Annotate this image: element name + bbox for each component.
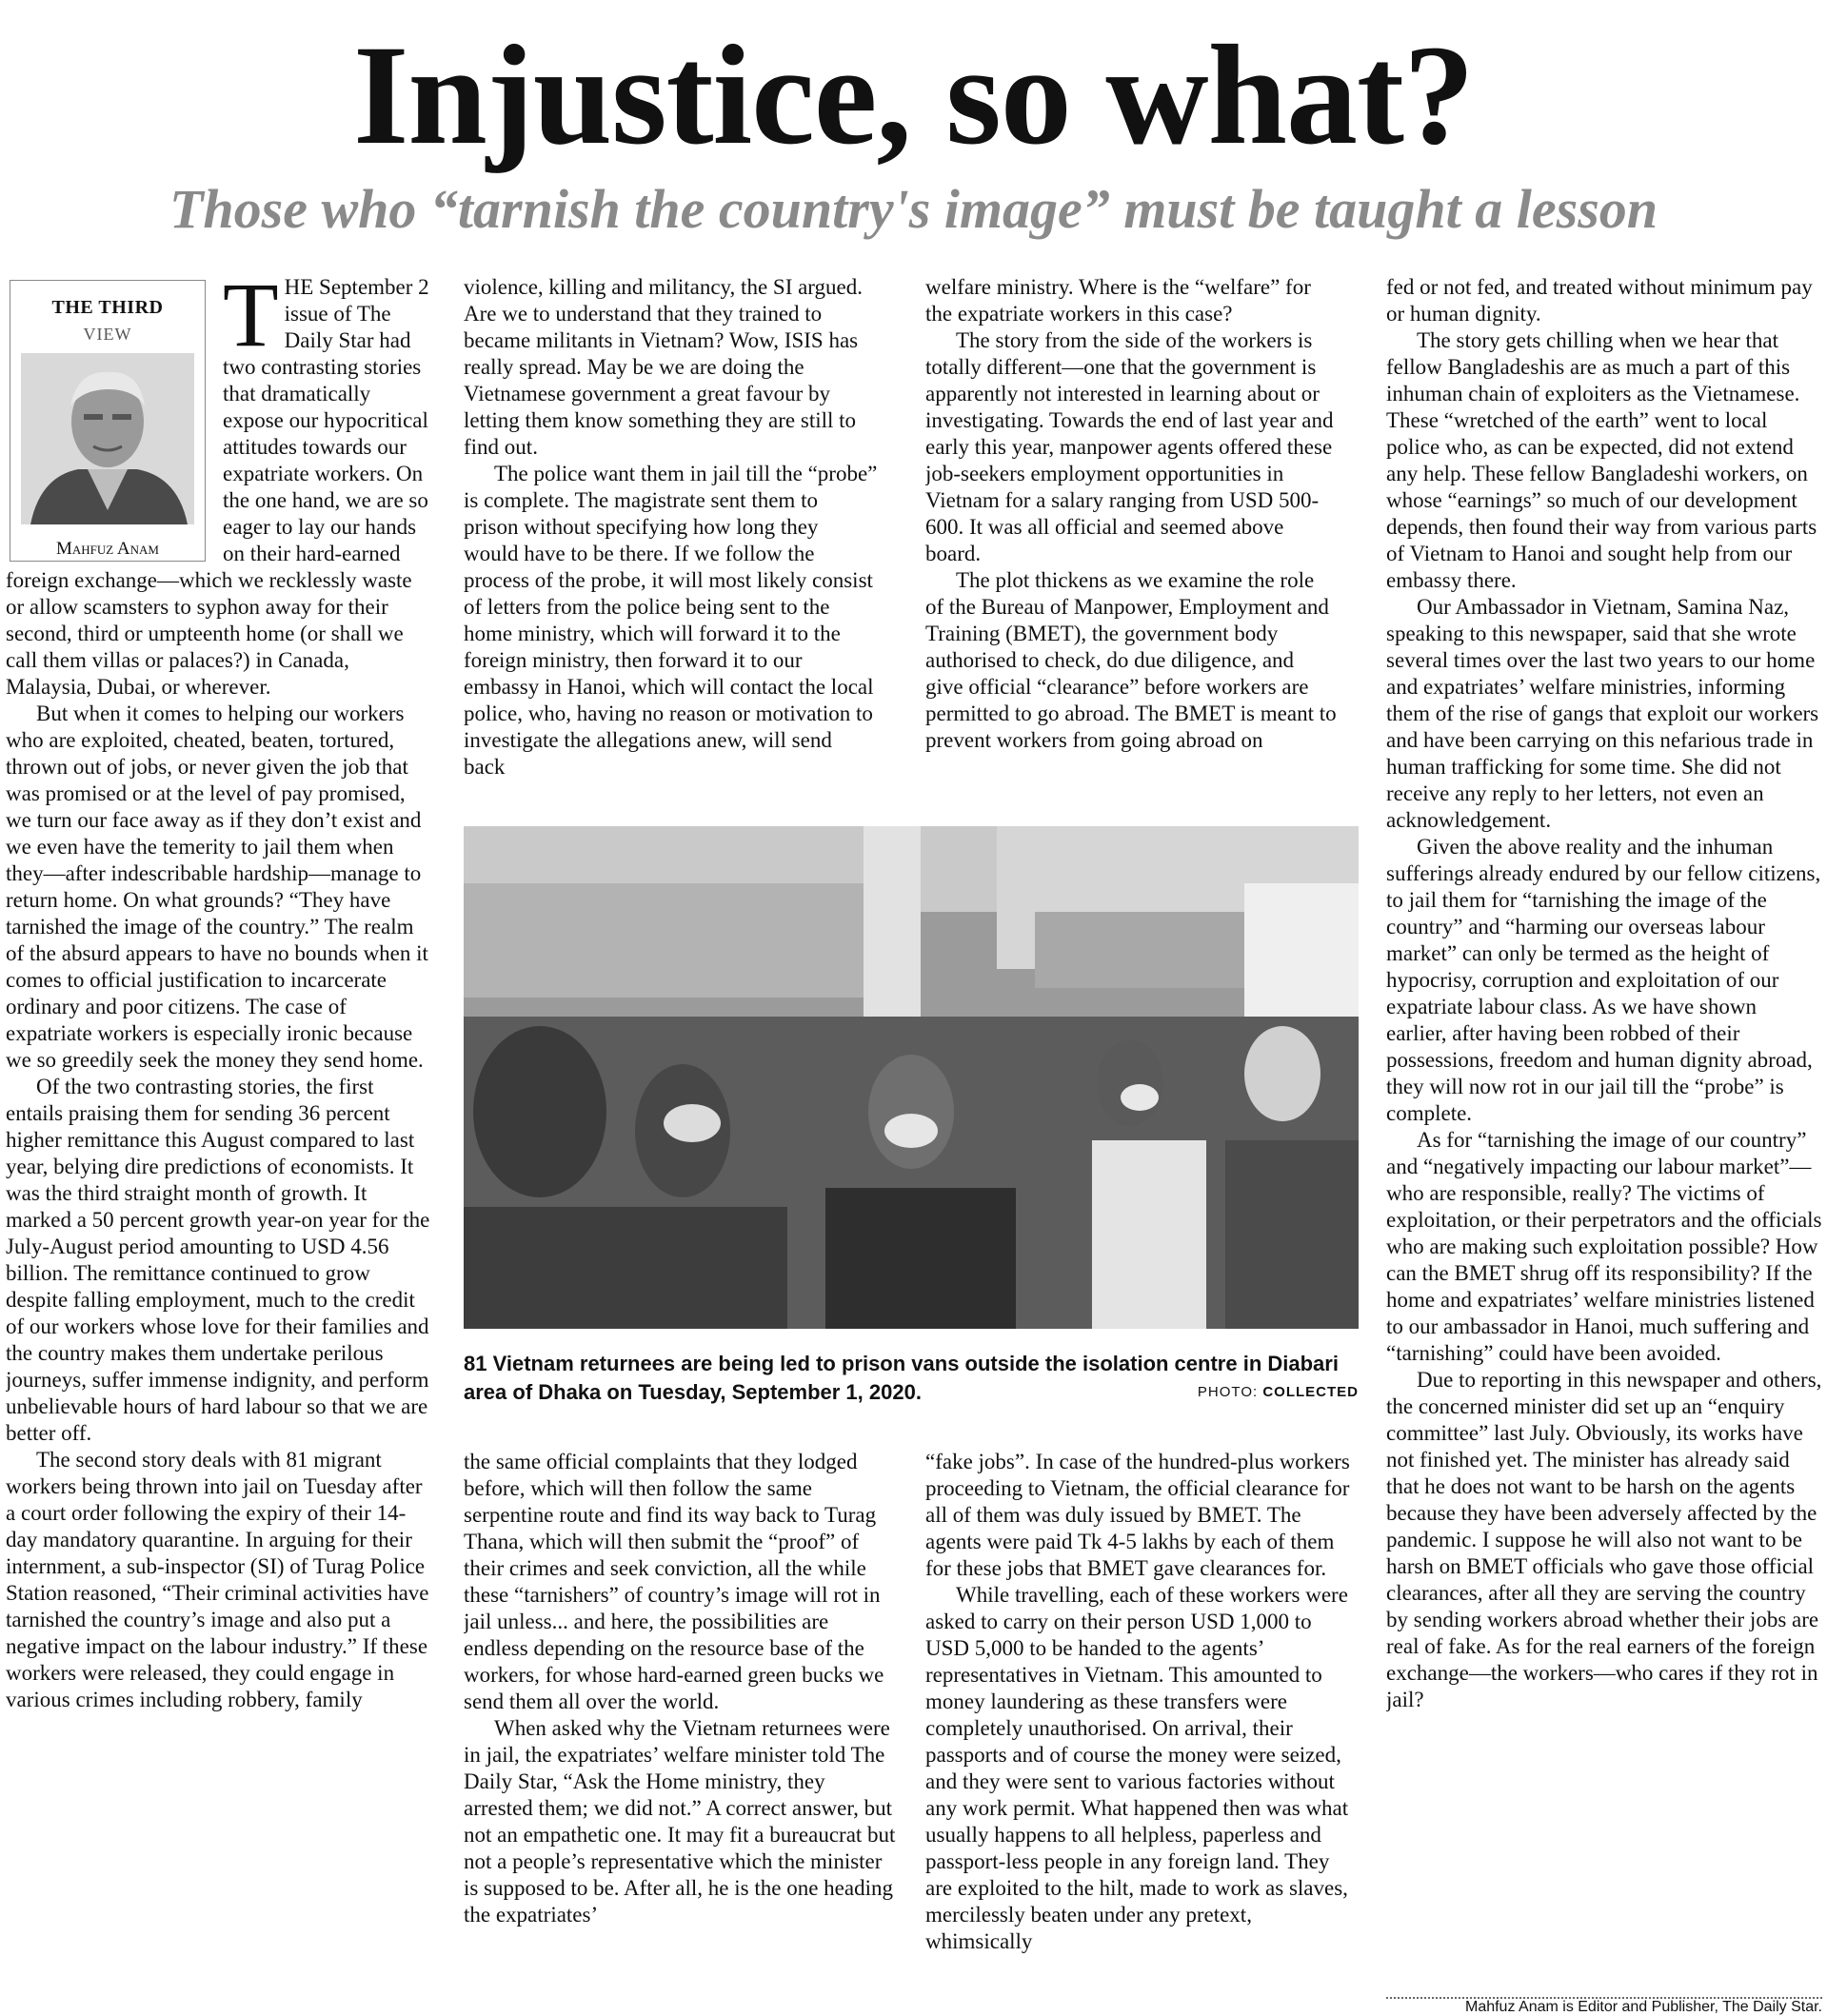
- drop-cap: T: [223, 274, 279, 366]
- article-column-2-top: [464, 274, 878, 807]
- photo-credit-label: PHOTO:: [1197, 1384, 1263, 1400]
- headline: Injustice, so what?: [353, 16, 1474, 174]
- article-column-3-bottom: [925, 1449, 1359, 2016]
- col3b-paragraph-2: While travelling, each of these workers were asked to carry on their person USD 1,000 to USD 5,000 to be handed to the agents’ representatives in Vietnam. This amounted to money laundering as these transfers were completely unauthorised. On arrival, their passports and of course the money were seized, and they were sent to various factories without any work permit. What happened then was what usually happens to all helpless, paperless and passport-less people in any foreign land. They are exploited to the hilt, made to work as slaves, mercilessly beaten under any pretext, whimsically: [925, 1583, 1349, 1953]
- col2b-paragraph-1: the same official complaints that they lodged before, which will then follow the same serpentine route and find its way back to Turag Thana, which will then submit the “proof” of their crimes and seek conviction, all the while these “tarnishers” of country’s image will rot in jail unless... and here, the possibilities are endless depending on the resource base of the workers, for whose hard-earned green bucks we send them all over the world.: [464, 1450, 884, 1713]
- news-photo-image: [464, 826, 1359, 1329]
- article-column-4: [1386, 274, 1822, 1997]
- col3-paragraph-2: The story from the side of the workers is totally different—one that the government is apparently not interested in learning about or investigating. Towards the end of last year and early this year, manpower agents offered these job-seekers employment opportunities in Vietnam for a salary ranging from USD 500-600. It was all official and seemed above board.: [925, 328, 1334, 565]
- article-column-1: [6, 274, 434, 2016]
- col1-paragraph-4: The second story deals with 81 migrant workers being thrown into jail on Tuesday after a court order following the expiry of their 14-day mandatory quarantine. In arguing for their internment, a sub-inspector (SI) of Turag Police Station reasoned, “Their criminal activities have tarnished the country’s image and also put a negative impact on the labour industry.” If these workers were released, they could engage in various crimes including robbery, family: [6, 1448, 429, 1711]
- col3b-paragraph-1: “fake jobs”. In case of the hundred-plus workers proceeding to Vietnam, the official clearance for all of them was duly issued by BMET. The agents were paid Tk 4-5 lakhs by each of them for these jobs that BMET gave clearances for.: [925, 1450, 1350, 1580]
- column-tag-line1: THE THIRD: [51, 297, 164, 318]
- news-photo: [464, 826, 1359, 1329]
- col1-paragraph-3: Of the two contrasting stories, the first entails praising them for sending 36 percent higher remittance this August compared to last year, belying dire predictions of economists. It was the third straight month of growth. It marked a 50 percent growth year-on year for the July-August period amounting to USD 4.56 billion. The remittance continued to grow despite falling employment, much to the credit of our workers whose love for their families and the country makes them undertake perilous journeys, suffer immense indignity, and perform unbelievable hours of hard labour so that we are better off.: [6, 1075, 430, 1445]
- photo-credit: [1198, 1378, 1359, 1407]
- author-footnote: Mahfuz Anam is Editor and Publisher, The Daily Star.: [1464, 1999, 1822, 2015]
- col4-paragraph-3: Our Ambassador in Vietnam, Samina Naz, speaking to this newspaper, said that she wrote several times over the last two years to our home and expatriates’ welfare ministries, informing them of the rise of gangs that exploit our workers and have been carrying on this nefarious trade in human trafficking for some time. She did not receive any reply to her letters, not even an acknowledgement.: [1386, 595, 1819, 832]
- photo-caption-text: 81 Vietnam returnees are being led to prison vans outside the isolation centre in Diabari area of Dhaka on Tuesday, September 1, 2020.: [464, 1352, 1339, 1404]
- col1-paragraph-1: HE September 2 issue of The Daily Star had two contrasting stories that dramatically expose our hypocritical attitudes towards our expatriate workers. On the one hand, we are so eager to lay our hands on their hard-earned foreign exchange—which we recklessly waste or allow scamsters to syphon away for their second, third or umpteenth home (or shall we call them villas or palaces?) in Canada, Malaysia, Dubai, or wherever.: [6, 275, 429, 699]
- subheadline: Those who “tarnish the country's image” must be taught a lesson: [169, 178, 1658, 240]
- col4-paragraph-6: Due to reporting in this newspaper and others, the concerned minister did set up an “enquiry committee” last July. Obviously, its works have not finished yet. The minister has already said that he does not want to be harsh on the agents because they have been adversely affected by the pandemic. I suppose he will also not want to be harsh on BMET officials who gave those official clearances, after all they are serving the country by sending workers abroad whether their jobs are real of fake. As for the real earners of the foreign exchange—the workers—who cares if they rot in jail?: [1386, 1368, 1822, 1711]
- col1-paragraph-2: But when it comes to helping our workers who are exploited, cheated, beaten, tortured, thrown out of jobs, or never given the job that was promised or at the level of pay promised, we turn our face away as if they don’t exist and we even have the temerity to jail them when they—after indescribable hardship—manage to return home. On what grounds? “They have tarnished the image of the country.” The realm of the absurd appears to have no bounds when it comes to official justification to incarcerate ordinary and poor citizens. The case of expatriate workers is especially ironic because we so greedily seek the money they send home.: [6, 702, 428, 1072]
- col2-paragraph-1: violence, killing and militancy, the SI argued. Are we to understand that they trained to became militants in Vietnam? Wow, ISIS has really spread. May be we are doing the Vietnamese government a great favour by letting them know something they are still to find out.: [464, 275, 864, 459]
- article-column-3-top: [925, 274, 1337, 807]
- photo-caption: [464, 1350, 1359, 1407]
- col2-paragraph-2: The police want them in jail till the “probe” is complete. The magistrate sent them to prison without specifying how long they would have to be there. If we follow the process of the probe, it will most likely consist of letters from the police being sent to the home ministry, which will forward it to the foreign ministry, then forward it to our embassy in Hanoi, which will contact the local police, who, having no reason or motivation to investigate the allegations anew, will send back: [464, 462, 878, 779]
- author-name: Mahfuz Anam: [56, 539, 159, 559]
- author-box: [10, 280, 206, 562]
- col3-paragraph-1: welfare ministry. Where is the “welfare” for the expatriate workers in this case?: [925, 275, 1311, 326]
- col4-paragraph-5: As for “tarnishing the image of our country” and “negatively impacting our labour market”—who are responsible, really? The victims of exploitation, or their perpetrators and the officials who are making such exploitation possible? How can the BMET shrug off its responsibility? If the home and expatriates’ welfare ministries listened to our ambassador in Hanoi, much suffering and “tarnishing” could have been avoided.: [1386, 1128, 1822, 1365]
- col2b-paragraph-2: When asked why the Vietnam returnees were in jail, the expatriates’ welfare minister told The Daily Star, “Ask the Home ministry, they arrested them; we did not.” A correct answer, but not an empathetic one. It may fit a bureaucrat but not a people’s representative which the minister is supposed to be. After all, he is the one heading the expatriates’: [464, 1716, 896, 1927]
- author-portrait-image: [21, 353, 194, 524]
- article-column-2-bottom: [464, 1449, 897, 2016]
- col4-paragraph-1: fed or not fed, and treated without minimum pay or human dignity.: [1386, 275, 1813, 326]
- col4-paragraph-4: Given the above reality and the inhuman sufferings already endured by our fellow citizens, to jail them for “tarnishing the image of the country” and “harming our overseas labour market” can only be termed as the height of hypocrisy, corruption and exploitation of our expatriate labour class. As we have shown earlier, after having been robbed of their possessions, freedom and human dignity abroad, they will now rot in our jail till the “probe” is complete.: [1386, 835, 1821, 1125]
- column-tag-line2: VIEW: [83, 325, 132, 344]
- col3-paragraph-3: The plot thickens as we examine the role of the Bureau of Manpower, Employment and Training (BMET), the government body authorised to check, do due diligence, and give official “clearance” before workers are permitted to go abroad. The BMET is meant to prevent workers from going abroad on: [925, 568, 1337, 752]
- photo-credit-value: COLLECTED: [1262, 1384, 1359, 1400]
- col4-paragraph-2: The story gets chilling when we hear that fellow Bangladeshis are as much a part of this inhuman chain of exploiters as the Vietnamese. These “wretched of the earth” went to local police who, as can be expected, did not extend any help. These fellow Bangladeshi workers, on whose “earnings” so much of our development depends, then found their way from various parts of Vietnam to Hanoi and sought help from our embassy there.: [1386, 328, 1817, 592]
